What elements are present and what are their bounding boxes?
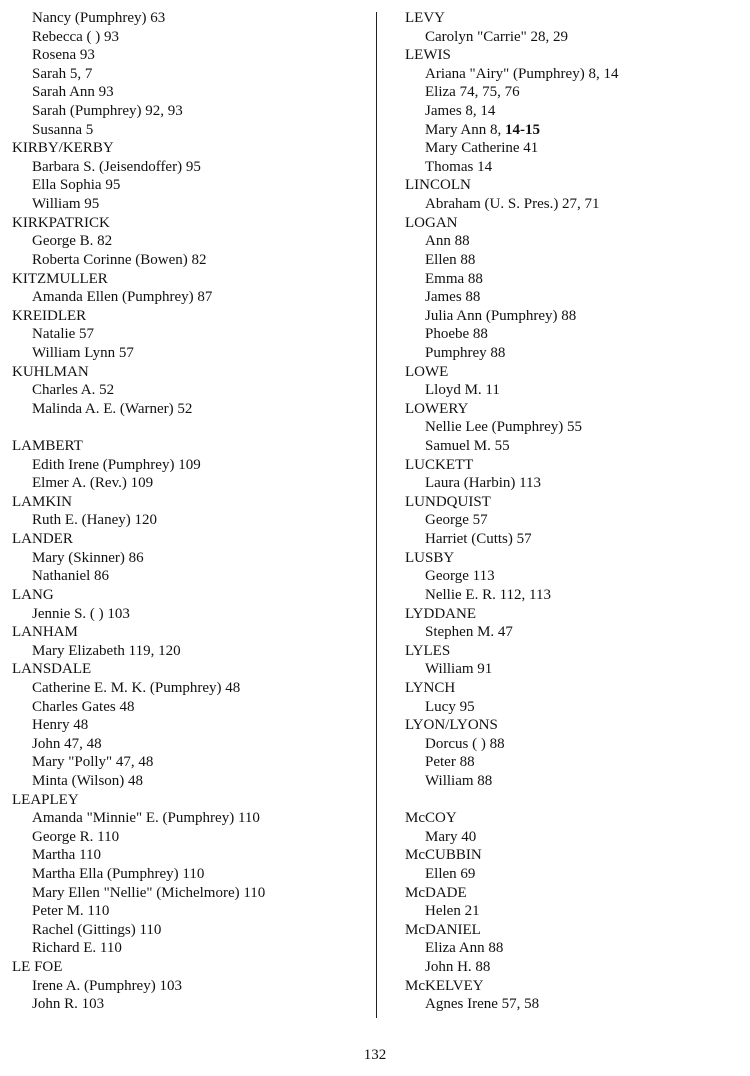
entry-text: LE FOE	[12, 959, 63, 976]
entry-text: LEWIS	[405, 47, 451, 64]
entry-text: McKELVEY	[405, 977, 484, 994]
entry-text: LOWE	[405, 363, 449, 380]
left-column	[12, 9, 367, 1014]
index-entry	[12, 65, 367, 84]
index-entry	[405, 995, 735, 1014]
surname-heading	[405, 977, 735, 996]
index-entry	[405, 232, 735, 251]
index-entry	[405, 121, 735, 140]
index-entry	[12, 549, 367, 568]
index-entry	[405, 623, 735, 642]
index-entry	[405, 474, 735, 493]
index-entry	[405, 251, 735, 270]
entry-text: Ruth E. (Haney) 120	[32, 512, 157, 529]
index-entry	[405, 418, 735, 437]
index-entry	[12, 46, 367, 65]
surname-heading	[405, 9, 735, 28]
index-entry	[405, 381, 735, 400]
index-entry	[12, 474, 367, 493]
index-entry	[12, 884, 367, 903]
surname-heading	[405, 176, 735, 195]
entry-text: Rachel (Gittings) 110	[32, 921, 162, 938]
index-entry	[12, 121, 367, 140]
index-entry	[405, 698, 735, 717]
index-entry	[12, 232, 367, 251]
entry-text: LAMBERT	[12, 438, 83, 455]
entry-text: LANDER	[12, 531, 73, 548]
index-entry	[405, 437, 735, 456]
index-entry	[12, 567, 367, 586]
entry-text: LANHAM	[12, 624, 78, 641]
index-entry	[405, 828, 735, 847]
index-entry	[405, 530, 735, 549]
index-entry	[405, 195, 735, 214]
entry-text: Nellie Lee (Pumphrey) 55	[425, 419, 583, 436]
entry-text: John R. 103	[32, 996, 105, 1013]
entry-text: LYDDANE	[405, 605, 476, 622]
index-entry	[405, 307, 735, 326]
surname-heading	[12, 493, 367, 512]
entry-text: LINCOLN	[405, 177, 471, 194]
index-entry	[12, 158, 367, 177]
entry-text: Mary 40	[425, 828, 477, 845]
index-entry	[12, 381, 367, 400]
entry-text: Agnes Irene 57, 58	[425, 996, 540, 1013]
index-entry	[405, 735, 735, 754]
entry-text: Roberta Corinne (Bowen) 82	[32, 251, 207, 268]
surname-heading	[12, 307, 367, 326]
entry-text: Carolyn "Carrie" 28, 29	[425, 28, 569, 45]
entry-text: Malinda A. E. (Warner) 52	[32, 400, 193, 417]
entry-text: Phoebe 88	[425, 326, 488, 343]
entry-text: Edith Irene (Pumphrey) 109	[32, 456, 201, 473]
index-entry	[405, 586, 735, 605]
index-entry	[405, 511, 735, 530]
entry-text: William Lynn 57	[32, 344, 134, 361]
index-entry	[405, 753, 735, 772]
entry-text: George 57	[425, 512, 488, 529]
right-column	[405, 9, 735, 1014]
surname-heading	[405, 846, 735, 865]
surname-heading	[12, 139, 367, 158]
entry-text: Amanda "Minnie" E. (Pumphrey) 110	[32, 810, 260, 827]
surname-heading	[405, 549, 735, 568]
bold-page-ref: 14-15	[505, 121, 540, 138]
index-entry	[405, 83, 735, 102]
index-entry	[405, 865, 735, 884]
entry-text: LOWERY	[405, 400, 469, 417]
surname-heading	[405, 884, 735, 903]
index-entry	[12, 176, 367, 195]
surname-heading	[405, 400, 735, 419]
entry-text: LUCKETT	[405, 456, 474, 473]
entry-text: McDANIEL	[405, 921, 481, 938]
entry-text: Nancy (Pumphrey) 63	[32, 10, 166, 26]
entry-text: Helen 21	[425, 903, 480, 920]
entry-text: Irene A. (Pumphrey) 103	[32, 977, 182, 994]
index-entry	[12, 251, 367, 270]
entry-text: LYNCH	[405, 679, 456, 696]
entry-text: Mary "Polly" 47, 48	[32, 754, 154, 771]
entry-text: Elmer A. (Rev.) 109	[32, 475, 154, 492]
index-entry	[405, 567, 735, 586]
index-entry	[12, 809, 367, 828]
entry-text: Ellen 69	[425, 866, 476, 883]
entry-text: George B. 82	[32, 233, 113, 250]
surname-heading	[12, 791, 367, 810]
entry-text: Laura (Harbin) 113	[425, 475, 542, 492]
index-entry	[12, 28, 367, 47]
entry-text: Charles A. 52	[32, 382, 115, 399]
entry-text: Nathaniel 86	[32, 568, 110, 585]
entry-text: Stephen M. 47	[425, 624, 513, 641]
entry-text: Peter 88	[425, 754, 475, 771]
entry-text: Ellen 88	[425, 251, 476, 268]
section-gap	[12, 418, 367, 437]
entry-text: Peter M. 110	[32, 903, 110, 920]
entry-text: John 47, 48	[32, 735, 102, 752]
entry-text: Ann 88	[425, 233, 470, 250]
surname-heading	[405, 493, 735, 512]
entry-text: LYON/LYONS	[405, 717, 498, 734]
entry-text: Mary (Skinner) 86	[32, 549, 144, 566]
entry-text: Harriet (Cutts) 57	[425, 531, 532, 548]
index-entry	[12, 921, 367, 940]
entry-text: Rebecca ( ) 93	[32, 28, 120, 45]
entry-text: Eliza 74, 75, 76	[425, 84, 520, 101]
surname-heading	[12, 214, 367, 233]
entry-text: LAMKIN	[12, 493, 72, 510]
index-entry	[12, 995, 367, 1014]
entry-text: Samuel M. 55	[425, 438, 510, 455]
entry-text: Mary Ann 8,	[425, 121, 505, 138]
entry-text: Amanda Ellen (Pumphrey) 87	[32, 289, 213, 306]
index-entry	[12, 400, 367, 419]
index-entry	[12, 698, 367, 717]
entry-text: Rosena 93	[32, 47, 95, 64]
page-number: 132	[363, 1047, 387, 1063]
entry-text: Charles Gates 48	[32, 698, 135, 715]
index-entry	[12, 9, 367, 28]
entry-text: McCUBBIN	[405, 847, 482, 864]
index-entry	[405, 660, 735, 679]
index-entry	[405, 288, 735, 307]
section-gap	[405, 791, 735, 810]
entry-text: Mary Catherine 41	[425, 140, 539, 157]
index-entry	[405, 102, 735, 121]
index-entry	[405, 158, 735, 177]
entry-text: Thomas 14	[425, 158, 493, 175]
entry-text: LYLES	[405, 642, 451, 659]
index-entry	[12, 735, 367, 754]
entry-text: Mary Elizabeth 119, 120	[32, 642, 181, 659]
index-entry	[12, 772, 367, 791]
index-entry	[12, 977, 367, 996]
surname-heading	[405, 921, 735, 940]
entry-text: John H. 88	[425, 959, 491, 976]
index-entry	[405, 270, 735, 289]
surname-heading	[405, 214, 735, 233]
index-entry	[12, 195, 367, 214]
entry-text: LEVY	[405, 10, 445, 26]
index-entry	[405, 139, 735, 158]
entry-text: Natalie 57	[32, 326, 95, 343]
index-entry	[405, 958, 735, 977]
entry-text: LUSBY	[405, 549, 455, 566]
entry-text: McCOY	[405, 810, 457, 827]
index-entry	[12, 716, 367, 735]
entry-text: KREIDLER	[12, 307, 87, 324]
index-entry	[405, 325, 735, 344]
entry-text: James 88	[425, 289, 481, 306]
entry-text: Richard E. 110	[32, 940, 122, 957]
index-entry	[405, 344, 735, 363]
entry-text: Nellie E. R. 112, 113	[425, 586, 551, 603]
entry-text: Barbara S. (Jeisendoffer) 95	[32, 158, 201, 175]
entry-text: LUNDQUIST	[405, 493, 491, 510]
entry-text: LOGAN	[405, 214, 458, 231]
index-entry	[12, 642, 367, 661]
entry-text: Susanna 5	[32, 121, 94, 138]
entry-text: Sarah (Pumphrey) 92, 93	[32, 103, 183, 120]
index-entry	[12, 511, 367, 530]
index-entry	[405, 28, 735, 47]
entry-text: George R. 110	[32, 828, 120, 845]
index-entry	[12, 102, 367, 121]
index-entry	[12, 456, 367, 475]
index-entry	[405, 65, 735, 84]
entry-text: Julia Ann (Pumphrey) 88	[425, 307, 577, 324]
entry-text: William 95	[32, 196, 100, 213]
surname-heading	[12, 660, 367, 679]
index-entry	[12, 288, 367, 307]
entry-text: James 8, 14	[425, 103, 496, 120]
index-entry	[12, 753, 367, 772]
entry-text: Catherine E. M. K. (Pumphrey) 48	[32, 679, 241, 696]
entry-text: Martha Ella (Pumphrey) 110	[32, 866, 205, 883]
entry-text: Dorcus ( ) 88	[425, 735, 505, 752]
entry-text: Lucy 95	[425, 698, 475, 715]
entry-text: William 91	[425, 661, 493, 678]
entry-text: LANSDALE	[12, 661, 92, 678]
entry-text: KIRBY/KERBY	[12, 140, 114, 157]
index-entry	[12, 865, 367, 884]
entry-text: Lloyd M. 11	[425, 382, 500, 399]
entry-text: LANG	[12, 586, 54, 603]
surname-heading	[12, 530, 367, 549]
entry-text: Emma 88	[425, 270, 483, 287]
surname-heading	[405, 456, 735, 475]
entry-text: Sarah 5, 7	[32, 65, 93, 82]
surname-heading	[405, 809, 735, 828]
entry-text: William 88	[425, 772, 493, 789]
index-entry	[405, 902, 735, 921]
surname-heading	[12, 623, 367, 642]
entry-text: Ariana "Airy" (Pumphrey) 8, 14	[425, 65, 619, 82]
entry-text: KIRKPATRICK	[12, 214, 110, 231]
index-entry	[12, 846, 367, 865]
surname-heading	[12, 958, 367, 977]
column-divider	[376, 12, 377, 1018]
index-entry	[12, 679, 367, 698]
surname-heading	[12, 586, 367, 605]
entry-text: Eliza Ann 88	[425, 940, 504, 957]
index-entry	[12, 828, 367, 847]
entry-text: Pumphrey 88	[425, 344, 506, 361]
entry-text: Minta (Wilson) 48	[32, 772, 144, 789]
entry-text: McDADE	[405, 884, 467, 901]
surname-heading	[405, 679, 735, 698]
index-entry	[405, 939, 735, 958]
entry-text: Mary Ellen "Nellie" (Michelmore) 110	[32, 884, 266, 901]
entry-text: Sarah Ann 93	[32, 84, 114, 101]
entry-text: Henry 48	[32, 717, 89, 734]
entry-text: Abraham (U. S. Pres.) 27, 71	[425, 196, 600, 213]
surname-heading	[12, 363, 367, 382]
entry-text: KUHLMAN	[12, 363, 89, 380]
entry-text: George 113	[425, 568, 495, 585]
index-entry	[12, 939, 367, 958]
index-entry	[12, 344, 367, 363]
index-entry	[12, 83, 367, 102]
surname-heading	[12, 437, 367, 456]
index-entry	[12, 325, 367, 344]
surname-heading	[405, 716, 735, 735]
index-entry	[12, 902, 367, 921]
surname-heading	[405, 46, 735, 65]
entry-text: Jennie S. ( ) 103	[32, 605, 130, 622]
index-entry	[12, 605, 367, 624]
entry-text: Martha 110	[32, 847, 102, 864]
surname-heading	[12, 270, 367, 289]
entry-text: Ella Sophia 95	[32, 177, 121, 194]
entry-text: LEAPLEY	[12, 791, 79, 808]
surname-heading	[405, 363, 735, 382]
surname-heading	[405, 642, 735, 661]
surname-heading	[405, 605, 735, 624]
index-entry	[405, 772, 735, 791]
entry-text: KITZMULLER	[12, 270, 108, 287]
